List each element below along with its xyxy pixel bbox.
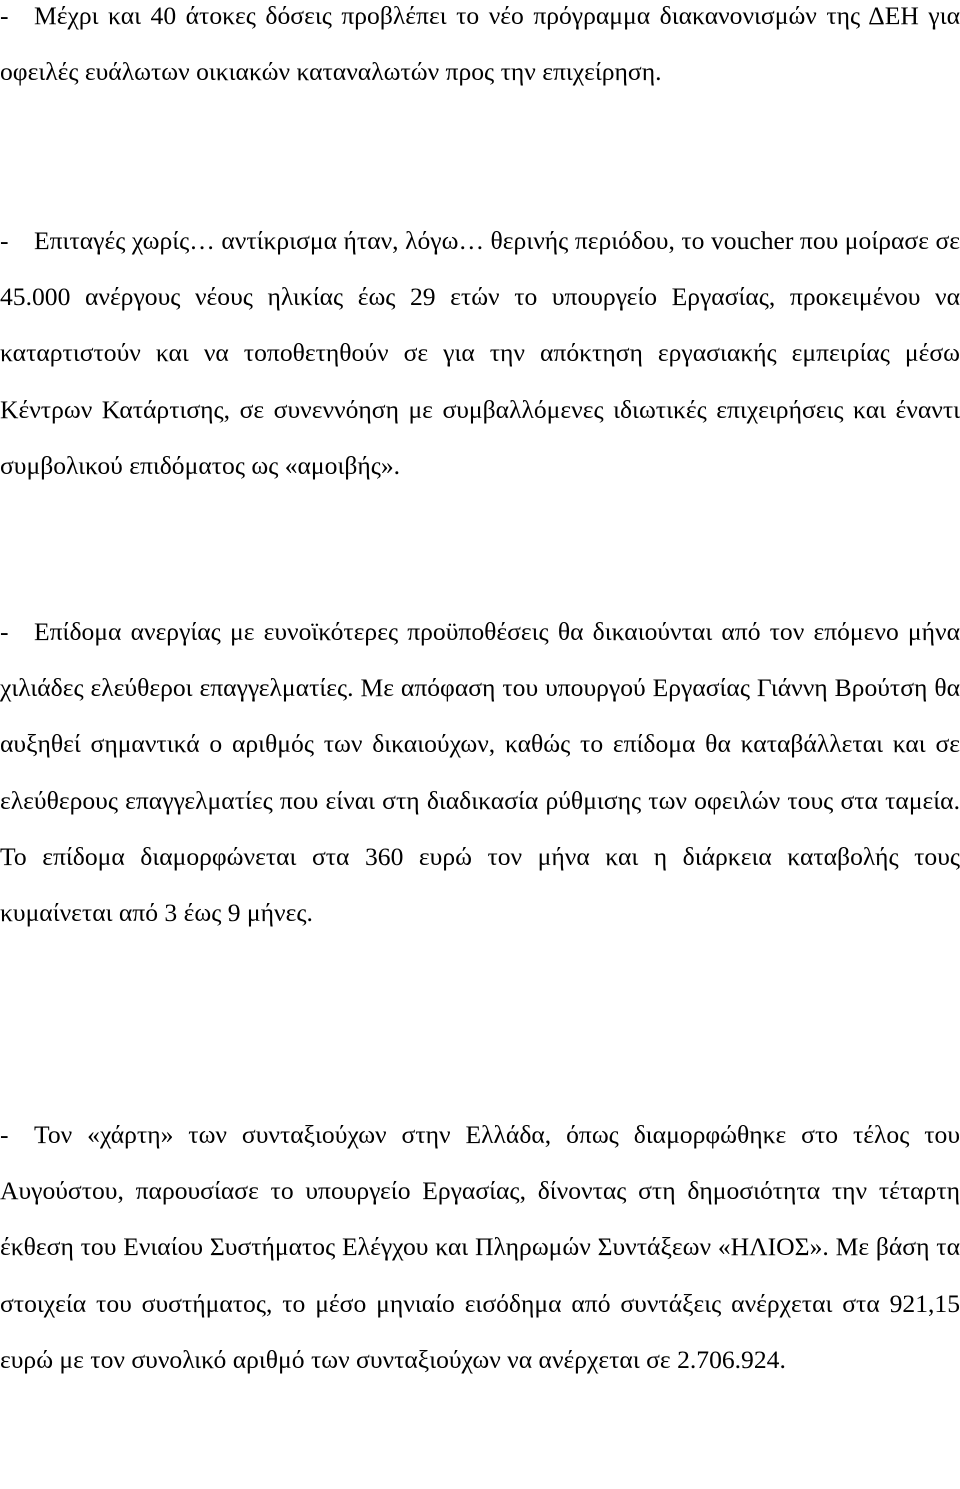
paragraph-text: Μέχρι και 40 άτοκες δόσεις προβλέπει το νέο πρόγραμμα διακανονισμών της ΔΕΗ για οφειλές ευάλωτων οικιακών καταναλωτών προς την επιχείρηση. bbox=[0, 1, 960, 87]
paragraph-voucher bbox=[0, 213, 960, 494]
paragraph-pensioners-map bbox=[0, 1107, 960, 1388]
bullet-dash: - bbox=[0, 617, 9, 646]
paragraph-text: Τον «χάρτη» των συνταξιούχων στην Ελλάδα, όπως διαμορφώθηκε στο τέλος του Αυγούστου, παρουσίασε το υπουργείο Εργασίας, δίνοντας στη δημοσιότητα την τέταρτη έκθεση του Ενιαίου Συστήματος Ελέγχου και Πληρωμών Συντάξεων «ΗΛΙΟΣ». Με βάση τα στοιχεία του συστήματος, το μέσο μηνιαίο εισόδημα από συντάξεις ανέρχεται στα 921,15 ευρώ με τον συνολικό αριθμό των συνταξιούχων να ανέρχεται σε 2.706.924. bbox=[0, 1120, 960, 1374]
paragraph-text: Επίδομα ανεργίας με ευνοϊκότερες προϋποθέσεις θα δικαιούνται από τον επόμενο μήνα χιλιάδες ελεύθεροι επαγγελματίες. Με απόφαση του υπουργού Εργασίας Γιάννη Βρούτση θα αυξηθεί σημαντικά ο αριθμός των δικαιούχων, καθώς το επίδομα θα καταβάλλεται και σε ελεύθερους επαγγελματίες που είναι στη διαδικασία ρύθμισης των οφειλών τους στα ταμεία. Το επίδομα διαμορφώνεται στα 360 ευρώ τον μήνα και η διάρκεια καταβολής τους κυμαίνεται από 3 έως 9 μήνες. bbox=[0, 617, 960, 928]
bullet-dash: - bbox=[0, 1, 9, 30]
bullet-dash: - bbox=[0, 1120, 9, 1149]
bullet-dash: - bbox=[0, 226, 9, 255]
paragraph-dei-installments bbox=[0, 0, 960, 100]
paragraph-text: Επιταγές χωρίς… αντίκρισμα ήταν, λόγω… θερινής περιόδου, το voucher που μοίρασε σε 45.000 ανέργους νέους ηλικίας έως 29 ετών το υπουργείο Εργασίας, προκειμένου να καταρτιστούν και να τοποθετηθούν σε για την απόκτηση εργασιακής εμπειρίας μέσω Κέντρων Κατάρτισης, σε συνεννόηση με συμβαλλόμενες ιδιωτικές επιχειρήσεις και έναντι συμβολικού επιδόματος ως «αμοιβής». bbox=[0, 226, 960, 480]
paragraph-unemployment-benefit bbox=[0, 604, 960, 941]
